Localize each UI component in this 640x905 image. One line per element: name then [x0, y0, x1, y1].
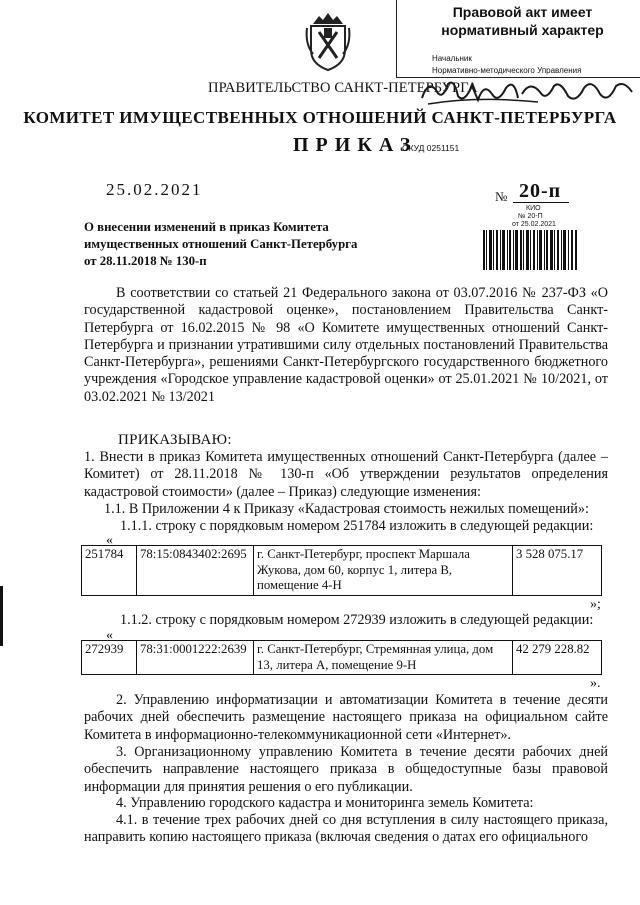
- close-quote-2: ».: [590, 676, 601, 691]
- cadastral-value: 42 279 228.82: [513, 641, 602, 675]
- barcode-caption-agency: КИО: [526, 205, 541, 212]
- stamp-position: Начальник: [432, 54, 472, 63]
- record-id: 272939: [82, 641, 137, 675]
- subject-line-2: имущественных отношений Санкт-Петербурга: [84, 237, 358, 251]
- cadastral-value: 3 528 075.17: [513, 546, 602, 596]
- subject-line-3: от 28.11.2018 № 130-п: [84, 254, 207, 268]
- coat-of-arms-emblem: [305, 10, 351, 72]
- property-address: г. Санкт-Петербург, Стремянная улица, дом 13, литера А, помещение 9-Н: [254, 641, 513, 675]
- preamble-paragraph: В соответствии со статьей 21 Федерального закона от 03.07.2016 № 237-ФЗ «О государственной кадастровой оценке», постановлением Правительства Санкт-Петербурга от 16.02.2015 № 98 «О Комитете имущественных отношений Санкт-Петербурга и признании утратившими силу отдельных постановлений Правительства Санкт-Петербурга», решениями Санкт-Петербургского государственного бюджетного учреждения «Городское управление кадастровой оценки» от 25.01.2021 № 10/2021, от 03.02.2021 № 13/2021: [84, 285, 608, 405]
- item-1-1-1-paragraph: 1.1.1. строку с порядковым номером 251784 изложить в следующей редакции:: [120, 518, 594, 534]
- table-row: [82, 546, 602, 596]
- scan-edge-mark: [0, 586, 3, 646]
- item-1-paragraph: 1. Внести в приказ Комитета имущественных отношений Санкт-Петербурга (далее – Комитет) от 28.11.2018 № 130-п «Об утверждении результатов определения кадастровой стоимости» (далее – Приказ) следующие изменения:: [84, 449, 608, 500]
- order-number-label: №: [495, 189, 508, 204]
- item-4-1-paragraph: 4.1. в течение трех рабочих дней со дня вступления в силу настоящего приказа, направить копию настоящего приказа (включая сведения о датах его официального: [84, 812, 608, 846]
- government-name: ПРАВИТЕЛЬСТВО САНКТ-ПЕТЕРБУРГА: [208, 80, 478, 96]
- barcode-caption-number: № 20-П: [518, 213, 543, 220]
- barcode-caption-date: от 25.02.2021: [512, 221, 556, 228]
- registration-barcode: [483, 230, 577, 270]
- number-underline: [513, 202, 569, 203]
- order-number: 20-п: [519, 180, 562, 202]
- record-id: 251784: [82, 546, 137, 596]
- open-quote-2: «: [106, 628, 113, 643]
- table-row: [82, 641, 602, 675]
- order-subject: [84, 219, 384, 270]
- item-3-paragraph: 3. Организационному управлению Комитета в течение десяти рабочих дней обеспечить направление настоящего приказа в общедоступные базы правовой информации для принятия решения о его публикации.: [84, 744, 608, 795]
- record-table-2: [81, 640, 602, 675]
- cadastral-number: 78:15:0843402:2695: [137, 546, 254, 596]
- stamp-title: Правовой акт имеет: [452, 4, 593, 20]
- item-1-1-2-paragraph: 1.1.2. строку с порядковым номером 272939 изложить в следующей редакции:: [120, 612, 594, 628]
- item-2-paragraph: 2. Управлению информатизации и автоматизации Комитета в течение десяти рабочих дней обеспечить размещение настоящего приказа на официальном сайте Комитета в информационно-телекоммуникационной сети «Интернет».: [84, 692, 608, 743]
- property-address: г. Санкт-Петербург, проспект Маршала Жукова, дом 60, корпус 1, литера В, помещение 4-Н: [254, 546, 513, 596]
- handwritten-signature: [418, 76, 638, 108]
- stamp-subtitle: нормативный характер: [441, 22, 604, 38]
- document-type-title: ПРИКАЗ: [293, 134, 418, 156]
- order-date: 25.02.2021: [106, 180, 203, 199]
- close-quote-1: »;: [590, 597, 601, 612]
- stamp-department: Нормативно-методического Управления: [432, 66, 582, 75]
- record-table-1: [81, 545, 602, 596]
- open-quote-1: «: [106, 533, 113, 548]
- orders-heading: ПРИКАЗЫВАЮ:: [118, 432, 232, 448]
- item-4-paragraph: 4. Управлению городского кадастра и мониторинга земель Комитета:: [116, 795, 534, 811]
- okud-code: ОКУД 0251151: [402, 143, 460, 153]
- subject-line-1: О внесении изменений в приказ Комитета: [84, 220, 329, 234]
- item-1-1-paragraph: 1.1. В Приложении 4 к Приказу «Кадастровая стоимость нежилых помещений»:: [104, 501, 589, 517]
- committee-name: КОМИТЕТ ИМУЩЕСТВЕННЫХ ОТНОШЕНИЙ САНКТ-ПЕТЕРБУРГА: [23, 108, 617, 127]
- cadastral-number: 78:31:0001222:2639: [137, 641, 254, 675]
